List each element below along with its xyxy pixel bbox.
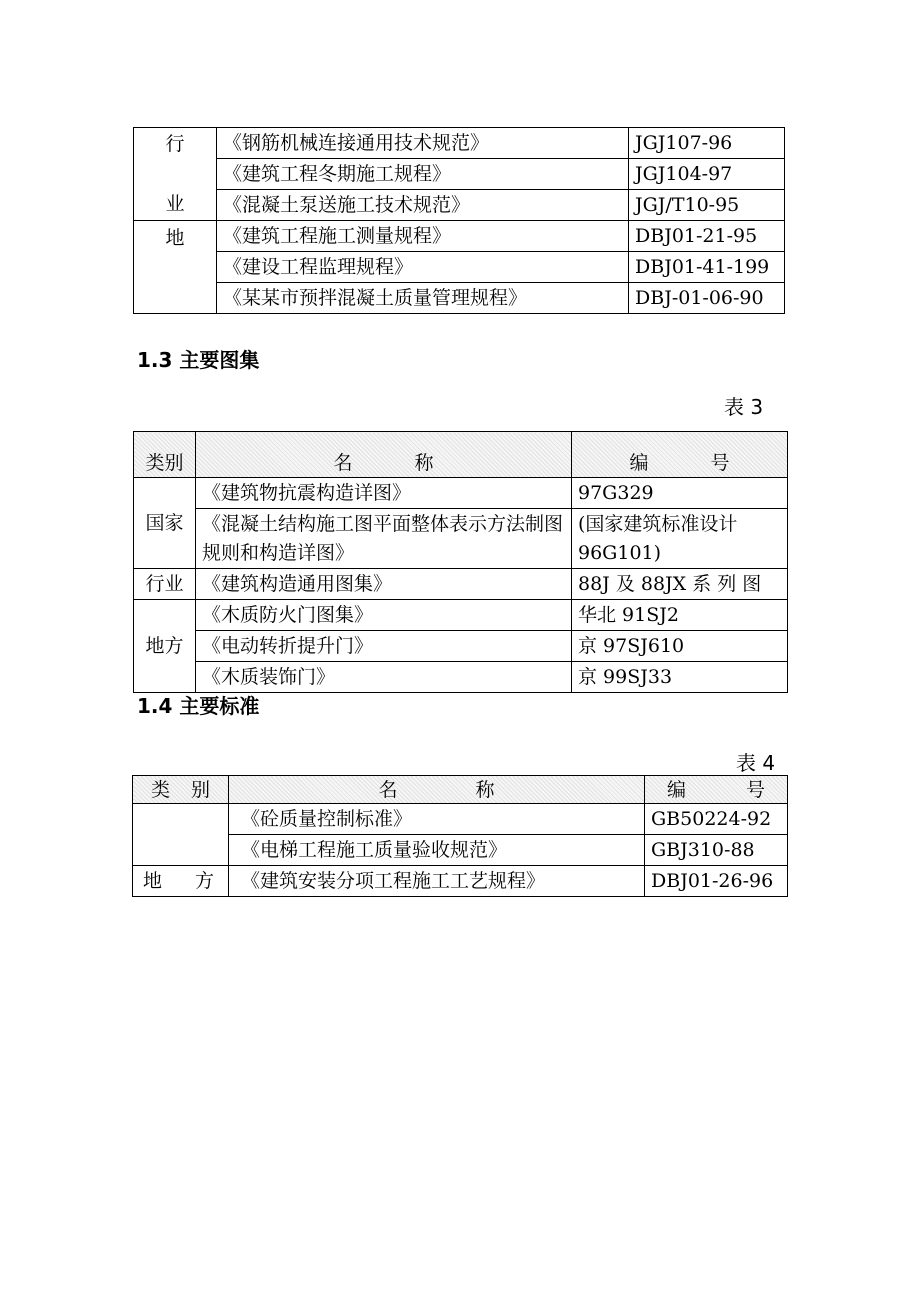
code-cell: DBJ-01-06-90 xyxy=(629,283,785,314)
code-cell: 京 99SJ33 xyxy=(572,662,788,693)
code-cell: DBJ01-21-95 xyxy=(629,221,785,252)
table-row xyxy=(134,190,785,221)
name-cell: 《木质装饰门》 xyxy=(196,662,572,693)
code-cell: JGJ/T10-95 xyxy=(629,190,785,221)
table-row xyxy=(133,866,788,897)
table-label-4: 表 4 xyxy=(736,751,776,775)
category-cell-local xyxy=(134,221,217,314)
category-label: 业 xyxy=(165,193,185,215)
header-name-char-2: 称 xyxy=(475,778,495,801)
table-row xyxy=(134,128,785,159)
header-category: 类别 xyxy=(134,432,196,478)
table-label-3: 表 3 xyxy=(724,395,764,419)
header-code-char-2: 号 xyxy=(710,452,730,474)
category-char-2: 方 xyxy=(194,870,214,892)
header-category-char-1: 类 xyxy=(151,778,171,801)
name-cell: 《建筑安装分项工程施工工艺规程》 xyxy=(229,866,645,897)
name-cell: 《混凝土结构施工图平面整体表示方法制图规则和构造详图》 xyxy=(196,509,572,569)
category-label: 地 xyxy=(165,227,185,249)
table-row xyxy=(134,569,788,600)
code-cell: GBJ310-88 xyxy=(645,835,788,866)
header-code-char-1: 编 xyxy=(667,778,687,801)
category-cell-local: 地方 xyxy=(134,600,196,693)
header-code-char-1: 编 xyxy=(629,452,649,474)
table-row xyxy=(134,252,785,283)
name-cell: 《砼质量控制标准》 xyxy=(229,804,645,835)
header-name xyxy=(229,776,645,804)
name-cell: 《电梯工程施工质量验收规范》 xyxy=(229,835,645,866)
name-cell: 《建筑工程施工测量规程》 xyxy=(217,221,629,252)
table-header-row xyxy=(133,776,788,804)
main-standards-table xyxy=(132,775,788,897)
category-cell-national: 国家 xyxy=(134,478,196,569)
standards-table-top xyxy=(133,127,785,314)
section-heading-atlases: 1.3 主要图集 xyxy=(137,348,260,372)
code-cell: 88J 及 88JX 系 列 图 xyxy=(572,569,788,600)
table-row xyxy=(133,835,788,866)
atlases-table xyxy=(133,431,788,693)
name-cell: 《建筑构造通用图集》 xyxy=(196,569,572,600)
table-row xyxy=(134,509,788,539)
table-header-row xyxy=(134,432,788,478)
code-cell: JGJ107-96 xyxy=(629,128,785,159)
code-cell: 京 97SJ610 xyxy=(572,631,788,662)
header-code xyxy=(572,432,788,478)
category-cell-empty xyxy=(133,804,229,866)
name-cell: 《建筑工程冬期施工规程》 xyxy=(217,159,629,190)
table-row xyxy=(134,478,788,509)
table-row xyxy=(133,804,788,835)
category-label: 行 xyxy=(165,133,185,155)
table-row xyxy=(134,662,788,693)
header-name-char-2: 称 xyxy=(414,452,434,474)
section-heading-standards: 1.4 主要标准 xyxy=(137,694,260,718)
name-cell: 《建设工程监理规程》 xyxy=(217,252,629,283)
code-cell: 华北 91SJ2 xyxy=(572,600,788,631)
code-cell: GB50224-92 xyxy=(645,804,788,835)
header-name-char-1: 名 xyxy=(333,452,353,474)
code-cell: 97G329 xyxy=(572,478,788,509)
code-cell: DBJ01-41-199 xyxy=(629,252,785,283)
header-category-char-2: 别 xyxy=(190,778,210,801)
table-row xyxy=(134,600,788,631)
category-cell-industry: 行业 xyxy=(134,569,196,600)
code-cell: (国家建筑标准设计 96G101) xyxy=(572,509,788,569)
category-char-1: 地 xyxy=(143,870,163,892)
code-cell: JGJ104-97 xyxy=(629,159,785,190)
name-cell: 《建筑物抗震构造详图》 xyxy=(196,478,572,509)
name-cell: 《木质防火门图集》 xyxy=(196,600,572,631)
header-code xyxy=(645,776,788,804)
header-category xyxy=(133,776,229,804)
category-cell-local xyxy=(133,866,229,897)
category-cell-industry xyxy=(134,128,217,221)
code-cell: DBJ01-26-96 xyxy=(645,866,788,897)
table-row xyxy=(134,631,788,662)
header-name-char-1: 名 xyxy=(378,778,398,801)
name-cell: 《电动转折提升门》 xyxy=(196,631,572,662)
table-row xyxy=(134,159,785,190)
table-row xyxy=(134,283,785,314)
name-cell: 《钢筋机械连接通用技术规范》 xyxy=(217,128,629,159)
header-code-char-2: 号 xyxy=(745,778,765,801)
name-cell: 《混凝土泵送施工技术规范》 xyxy=(217,190,629,221)
header-name xyxy=(196,432,572,478)
name-cell: 《某某市预拌混凝土质量管理规程》 xyxy=(217,283,629,314)
table-row xyxy=(134,221,785,252)
